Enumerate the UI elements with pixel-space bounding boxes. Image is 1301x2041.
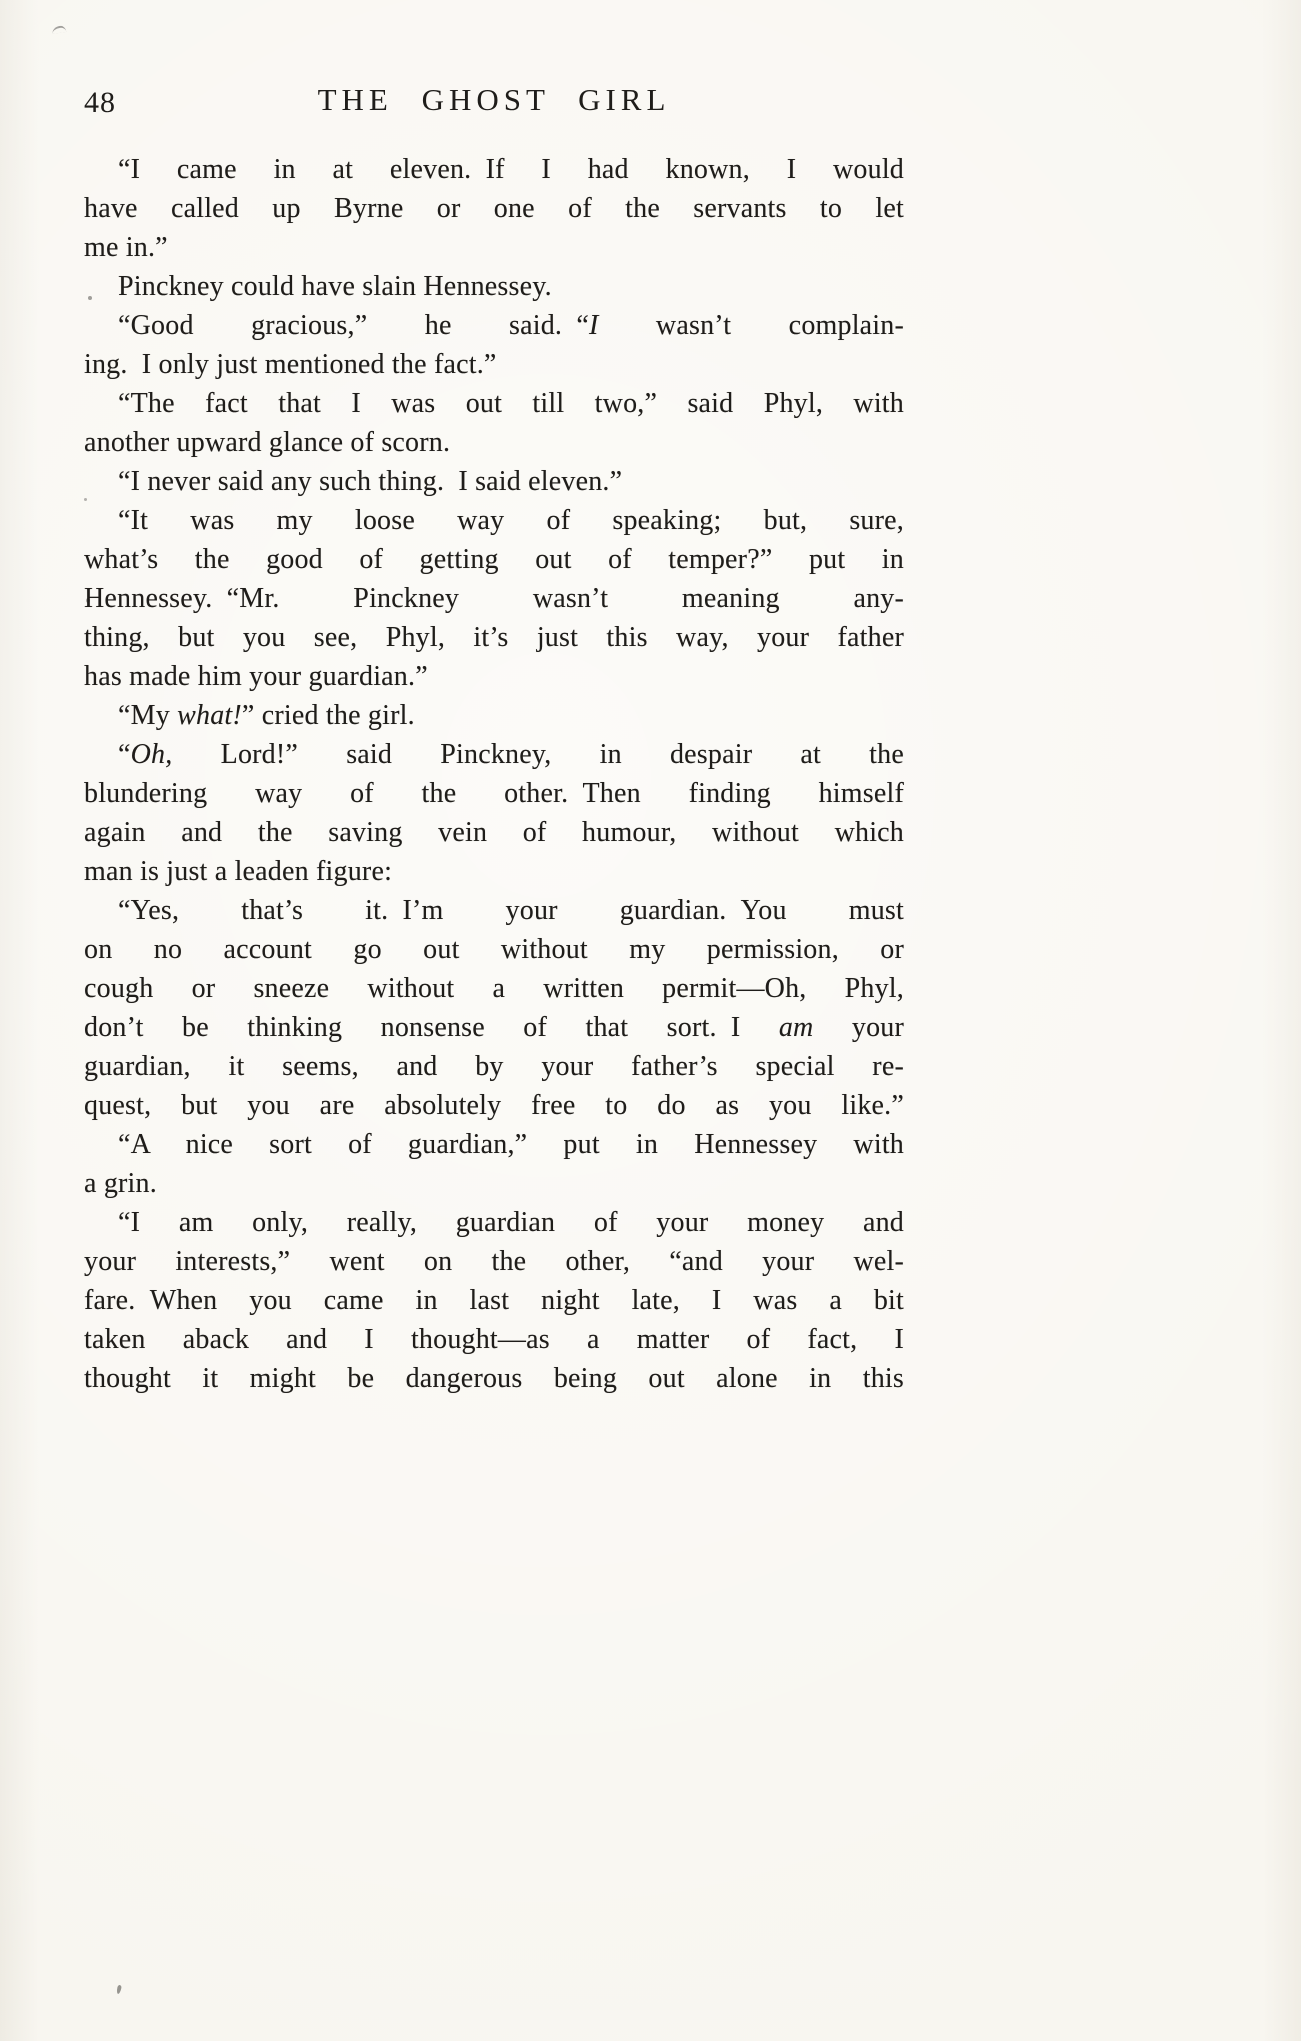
text-line [84, 189, 904, 228]
text-segment: another upward glance of scorn. [84, 427, 451, 458]
text-segment: ” cried the girl. [241, 700, 415, 731]
text-segment: again and the saving vein of humour, without which [84, 817, 904, 848]
text-segment: “I came in at eleven. If I had known, I would [118, 154, 904, 185]
text-segment: a grin. [84, 1168, 157, 1199]
text-line [84, 228, 904, 267]
text-line [84, 1008, 904, 1047]
text-segment: blundering way of the other. Then finding himself [84, 778, 904, 809]
text-segment: “A nice sort of guardian,” put in Hennessey with [118, 1129, 904, 1160]
text-segment: ing. I only just mentioned the fact.” [84, 349, 497, 380]
text-segment: me in.” [84, 232, 168, 263]
text-line [84, 1047, 904, 1086]
text-segment: cough or sneeze without a written permit—Oh, Phyl, [84, 973, 904, 1004]
text-segment: “Good gracious,” he said. “ [118, 310, 589, 341]
text-line [84, 1164, 904, 1203]
paragraph [84, 462, 904, 501]
text-segment: “ [118, 739, 131, 770]
text-line [84, 657, 904, 696]
paragraph [84, 150, 904, 267]
text-segment: “It was my loose way of speaking; but, sure, [118, 505, 904, 536]
text-segment: man is just a leaden figure: [84, 856, 393, 887]
scan-artifact [116, 1985, 122, 1995]
text-line [84, 1242, 904, 1281]
text-segment: “The fact that I was out till two,” said Phyl, with [118, 388, 904, 419]
page-number: 48 [84, 86, 116, 119]
text-segment: Lord!” said Pinckney, in despair at the [172, 739, 904, 770]
text-line [84, 891, 904, 930]
paragraph [84, 501, 904, 696]
italic-text-segment: I [588, 310, 599, 341]
italic-text-segment: what! [177, 700, 242, 731]
text-line [84, 267, 904, 306]
text-line [84, 735, 904, 774]
italic-text-segment: Oh, [130, 739, 173, 770]
text-segment: Hennessey. “Mr. Pinckney wasn’t meaning any- [84, 583, 904, 614]
text-segment: your interests,” went on the other, “and your wel- [84, 1246, 904, 1277]
text-segment: have called up Byrne or one of the servants to let [84, 193, 904, 224]
text-line [84, 501, 904, 540]
text-line [84, 774, 904, 813]
text-segment: “I never said any such thing. I said eleven.” [118, 466, 623, 497]
text-line [84, 150, 904, 189]
text-line [84, 1125, 904, 1164]
paragraph [84, 384, 904, 462]
text-line [84, 306, 904, 345]
text-segment: wasn’t complain- [598, 310, 905, 341]
text-line [84, 579, 904, 618]
page-title: THE GHOST GIRL [317, 82, 671, 117]
text-line [84, 1281, 904, 1320]
text-block [84, 150, 904, 1398]
paragraph [84, 1125, 904, 1203]
text-line [84, 618, 904, 657]
text-line [84, 384, 904, 423]
page-content [84, 80, 904, 1398]
text-segment: “I am only, really, guardian of your money and [118, 1207, 904, 1238]
text-segment: your [813, 1012, 905, 1043]
text-segment: don’t be thinking nonsense of that sort. I [84, 1012, 779, 1043]
text-segment: quest, but you are absolutely free to do as you like.” [84, 1090, 904, 1121]
text-line [84, 540, 904, 579]
text-line [84, 813, 904, 852]
text-segment: thought it might be dangerous being out alone in this [84, 1363, 904, 1394]
text-segment: fare. When you came in last night late, I was a bit [84, 1285, 904, 1316]
text-segment: Pinckney could have slain Hennessey. [118, 271, 552, 302]
text-segment: thing, but you see, Phyl, it’s just this way, your father [84, 622, 904, 653]
text-line [84, 1086, 904, 1125]
text-line [84, 930, 904, 969]
text-line [84, 345, 904, 384]
text-line [84, 1320, 904, 1359]
paragraph [84, 1203, 904, 1398]
text-line [84, 462, 904, 501]
paragraph [84, 891, 904, 1125]
text-segment: “My [118, 700, 178, 731]
paragraph [84, 735, 904, 891]
text-line [84, 1359, 904, 1398]
scan-artifact [52, 25, 67, 34]
text-segment: has made him your guardian.” [84, 661, 428, 692]
text-line [84, 696, 904, 735]
text-segment: taken aback and I thought—as a matter of fact, I [84, 1324, 904, 1355]
running-header [84, 80, 904, 130]
text-segment: “Yes, that’s it. I’m your guardian. You must [118, 895, 904, 926]
paragraph [84, 306, 904, 384]
paragraph [84, 696, 904, 735]
paragraph [84, 267, 904, 306]
text-line [84, 969, 904, 1008]
text-line [84, 852, 904, 891]
text-segment: what’s the good of getting out of temper?” put in [84, 544, 904, 575]
text-segment: on no account go out without my permission, or [84, 934, 904, 965]
italic-text-segment: am [778, 1012, 814, 1043]
text-line [84, 423, 904, 462]
text-line [84, 1203, 904, 1242]
text-segment: guardian, it seems, and by your father’s special re- [84, 1051, 904, 1082]
